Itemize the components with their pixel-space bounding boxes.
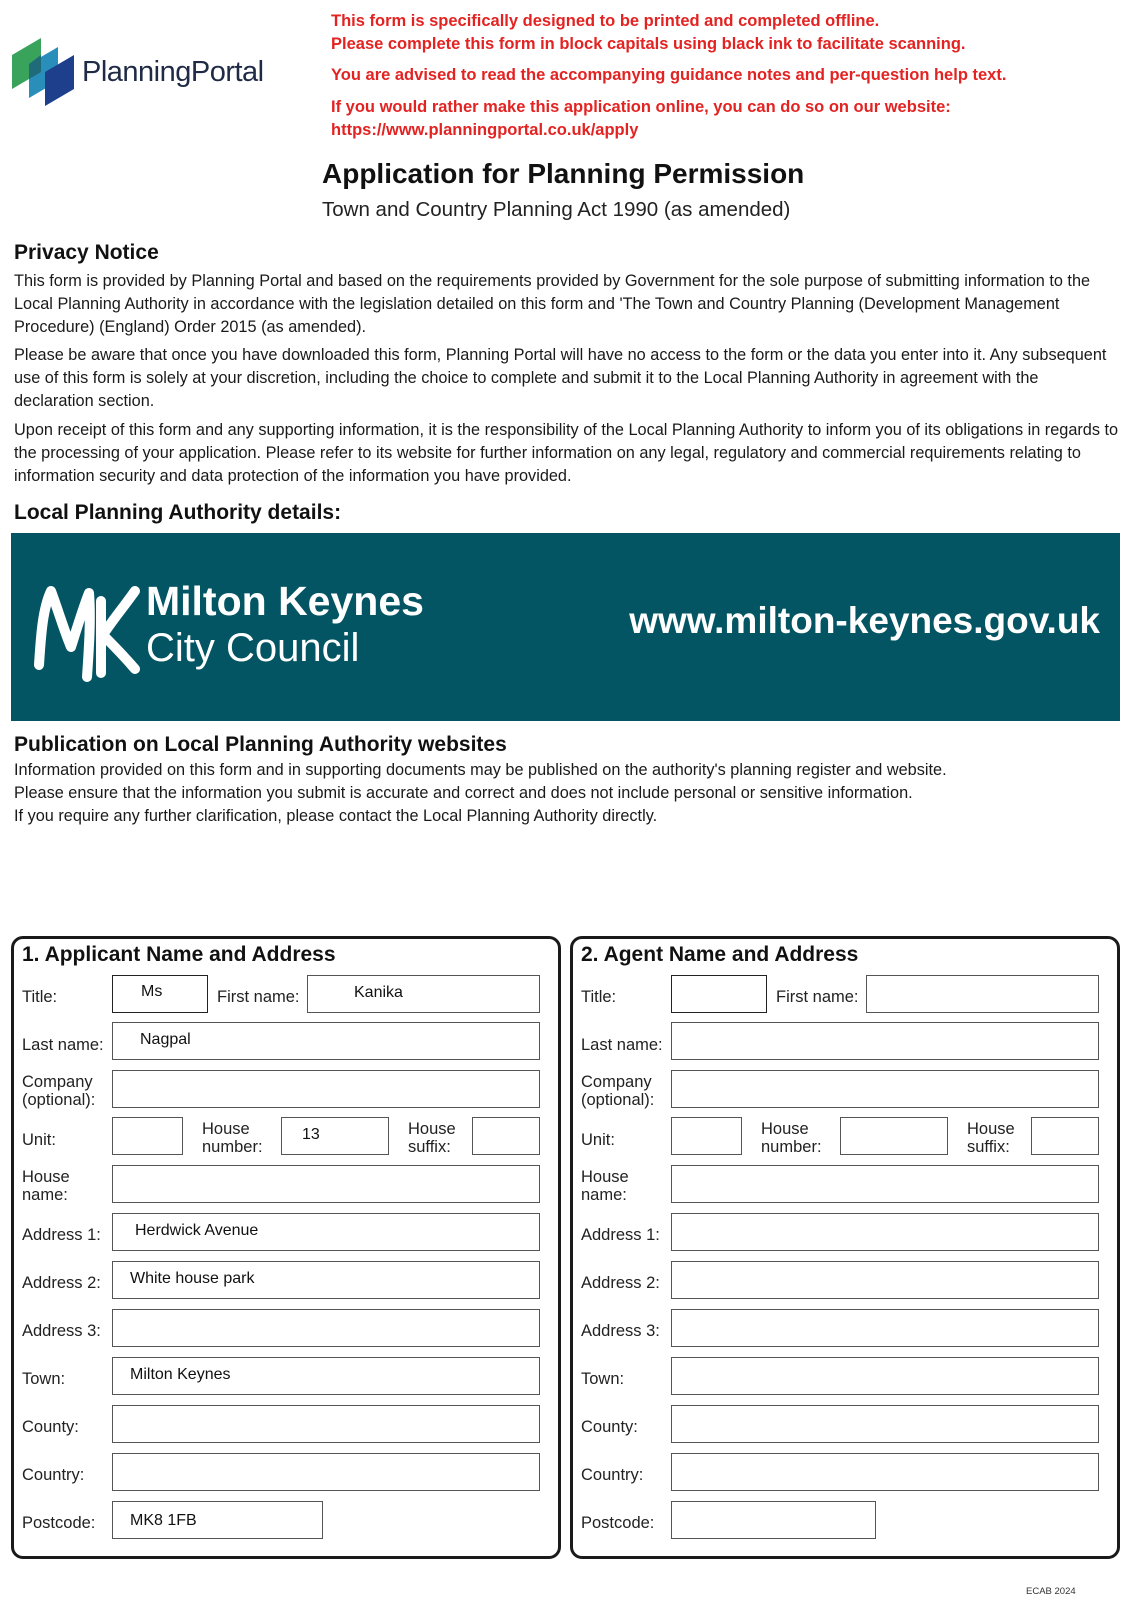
- agent-unit-field[interactable]: [671, 1117, 742, 1155]
- country-label: Country:: [581, 1466, 644, 1484]
- house-suffix-label: House suffix:: [967, 1120, 1015, 1156]
- council-website-link[interactable]: www.milton-keynes.gov.uk: [629, 600, 1100, 641]
- house-number-label: House number:: [761, 1120, 822, 1156]
- agent-county-field[interactable]: [671, 1405, 1099, 1443]
- applicant-unit-field[interactable]: [112, 1117, 183, 1155]
- applicant-county-field[interactable]: [112, 1405, 540, 1443]
- agent-address-2-field[interactable]: [671, 1261, 1099, 1299]
- agent-postcode-field[interactable]: [671, 1501, 876, 1539]
- apply-link[interactable]: https://www.planningportal.co.uk/apply: [331, 121, 639, 139]
- agent-house-number-field[interactable]: [840, 1117, 948, 1155]
- address-1-label: Address 1:: [581, 1226, 660, 1244]
- privacy-paragraph-3: Upon receipt of this form and any supporting information, it is the responsibility of the Local Planning Authority to inform you of its obligations in regards to the processing of your application. Please refer to its website for further information on any legal, regulatory and commercial requirements relating to information security and data protection of the information you have provided.: [14, 421, 1119, 485]
- house-suffix-label: House suffix:: [408, 1120, 456, 1156]
- address-3-label: Address 3:: [581, 1322, 660, 1340]
- agent-last-name-field[interactable]: [671, 1022, 1099, 1060]
- applicant-heading: 1. Applicant Name and Address: [22, 943, 336, 966]
- mk-logo-icon: [31, 573, 141, 683]
- planning-portal-logo-icon: [12, 38, 74, 106]
- unit-label: Unit:: [22, 1131, 56, 1149]
- county-label: County:: [581, 1418, 638, 1436]
- house-number-label: House number:: [202, 1120, 263, 1156]
- publication-text: Information provided on this form and in supporting documents may be published on the authority's planning register and website. Please ensure that the information you submit is accurate and correct and does not include personal or sensitive information. If you require any further clarification, please contact the Local Planning Authority directly.: [14, 761, 947, 825]
- agent-section: [570, 936, 1120, 1559]
- first-name-label: First name:: [217, 988, 300, 1006]
- agent-address-3-field[interactable]: [671, 1309, 1099, 1347]
- agent-company-field[interactable]: [671, 1070, 1099, 1108]
- address-2-label: Address 2:: [581, 1274, 660, 1292]
- guidance-notice: You are advised to read the accompanying guidance notes and per-question help text.: [331, 66, 1007, 84]
- applicant-company-field[interactable]: [112, 1070, 540, 1108]
- applicant-last-name-field[interactable]: Nagpal: [112, 1022, 540, 1060]
- applicant-town-field[interactable]: Milton Keynes: [112, 1357, 540, 1395]
- offline-notice: This form is specifically designed to be printed and completed offline. Please complete this form in block capitals using black ink to facilitate scanning.: [331, 12, 966, 53]
- council-name: Milton Keynes: [146, 578, 424, 624]
- house-name-label: House name:: [581, 1168, 629, 1204]
- unit-label: Unit:: [581, 1131, 615, 1149]
- privacy-heading: Privacy Notice: [14, 241, 159, 264]
- applicant-postcode-field[interactable]: MK8 1FB: [112, 1501, 323, 1539]
- lpa-heading: Local Planning Authority details:: [14, 501, 342, 524]
- address-2-label: Address 2:: [22, 1274, 101, 1292]
- postcode-label: Postcode:: [581, 1514, 655, 1532]
- applicant-country-field[interactable]: [112, 1453, 540, 1491]
- town-label: Town:: [581, 1370, 625, 1388]
- applicant-house-number-field[interactable]: 13: [281, 1117, 389, 1155]
- agent-house-suffix-field[interactable]: [1031, 1117, 1099, 1155]
- council-banner: [11, 533, 1120, 721]
- applicant-house-name-field[interactable]: [112, 1165, 540, 1203]
- applicant-address-1-field[interactable]: Herdwick Avenue: [112, 1213, 540, 1251]
- agent-town-field[interactable]: [671, 1357, 1099, 1395]
- privacy-paragraph-2: Please be aware that once you have downloaded this form, Planning Portal will have no access to the form or the data you enter into it. Any subsequent use of this form is solely at your discretion, including the choice to complete and submit it to the Local Planning Authority in agreement with the declaration section.: [14, 346, 1107, 410]
- agent-heading: 2. Agent Name and Address: [581, 943, 859, 966]
- applicant-house-suffix-field[interactable]: [472, 1117, 540, 1155]
- applicant-first-name-field[interactable]: Kanika: [307, 975, 540, 1013]
- applicant-address-2-field[interactable]: White house park: [112, 1261, 540, 1299]
- country-label: Country:: [22, 1466, 85, 1484]
- company-label: Company (optional):: [581, 1073, 655, 1109]
- privacy-paragraph-1: This form is provided by Planning Portal and based on the requirements provided by Government for the sole purpose of submitting information to the Local Planning Authority in accordance with the legislation detailed on this form and 'The Town and Country Planning (Development Management Procedure) (England) Order 2015 (as amended).: [14, 272, 1091, 336]
- page-title: Application for Planning Permission: [322, 158, 805, 189]
- house-name-label: House name:: [22, 1168, 70, 1204]
- agent-title-field[interactable]: [671, 975, 767, 1013]
- title-label: Title:: [22, 988, 58, 1006]
- form-code: ECAB 2024: [1026, 1586, 1076, 1597]
- address-1-label: Address 1:: [22, 1226, 101, 1244]
- online-notice: If you would rather make this application online, you can do so on our website: https://www.planningportal.co.uk/apply: [331, 96, 951, 142]
- applicant-title-field[interactable]: Ms: [112, 975, 208, 1013]
- town-label: Town:: [22, 1370, 66, 1388]
- applicant-section: [11, 936, 561, 1559]
- agent-house-name-field[interactable]: [671, 1165, 1099, 1203]
- planning-portal-wordmark: PlanningPortal: [82, 56, 264, 88]
- postcode-label: Postcode:: [22, 1514, 96, 1532]
- county-label: County:: [22, 1418, 79, 1436]
- publication-heading: Publication on Local Planning Authority websites: [14, 733, 507, 756]
- agent-first-name-field[interactable]: [866, 975, 1099, 1013]
- council-name-line2: City Council: [146, 626, 360, 670]
- last-name-label: Last name:: [581, 1036, 663, 1054]
- title-label: Title:: [581, 988, 617, 1006]
- last-name-label: Last name:: [22, 1036, 104, 1054]
- address-3-label: Address 3:: [22, 1322, 101, 1340]
- agent-address-1-field[interactable]: [671, 1213, 1099, 1251]
- applicant-address-3-field[interactable]: [112, 1309, 540, 1347]
- page-subtitle: Town and Country Planning Act 1990 (as amended): [322, 198, 791, 221]
- agent-country-field[interactable]: [671, 1453, 1099, 1491]
- company-label: Company (optional):: [22, 1073, 96, 1109]
- first-name-label: First name:: [776, 988, 859, 1006]
